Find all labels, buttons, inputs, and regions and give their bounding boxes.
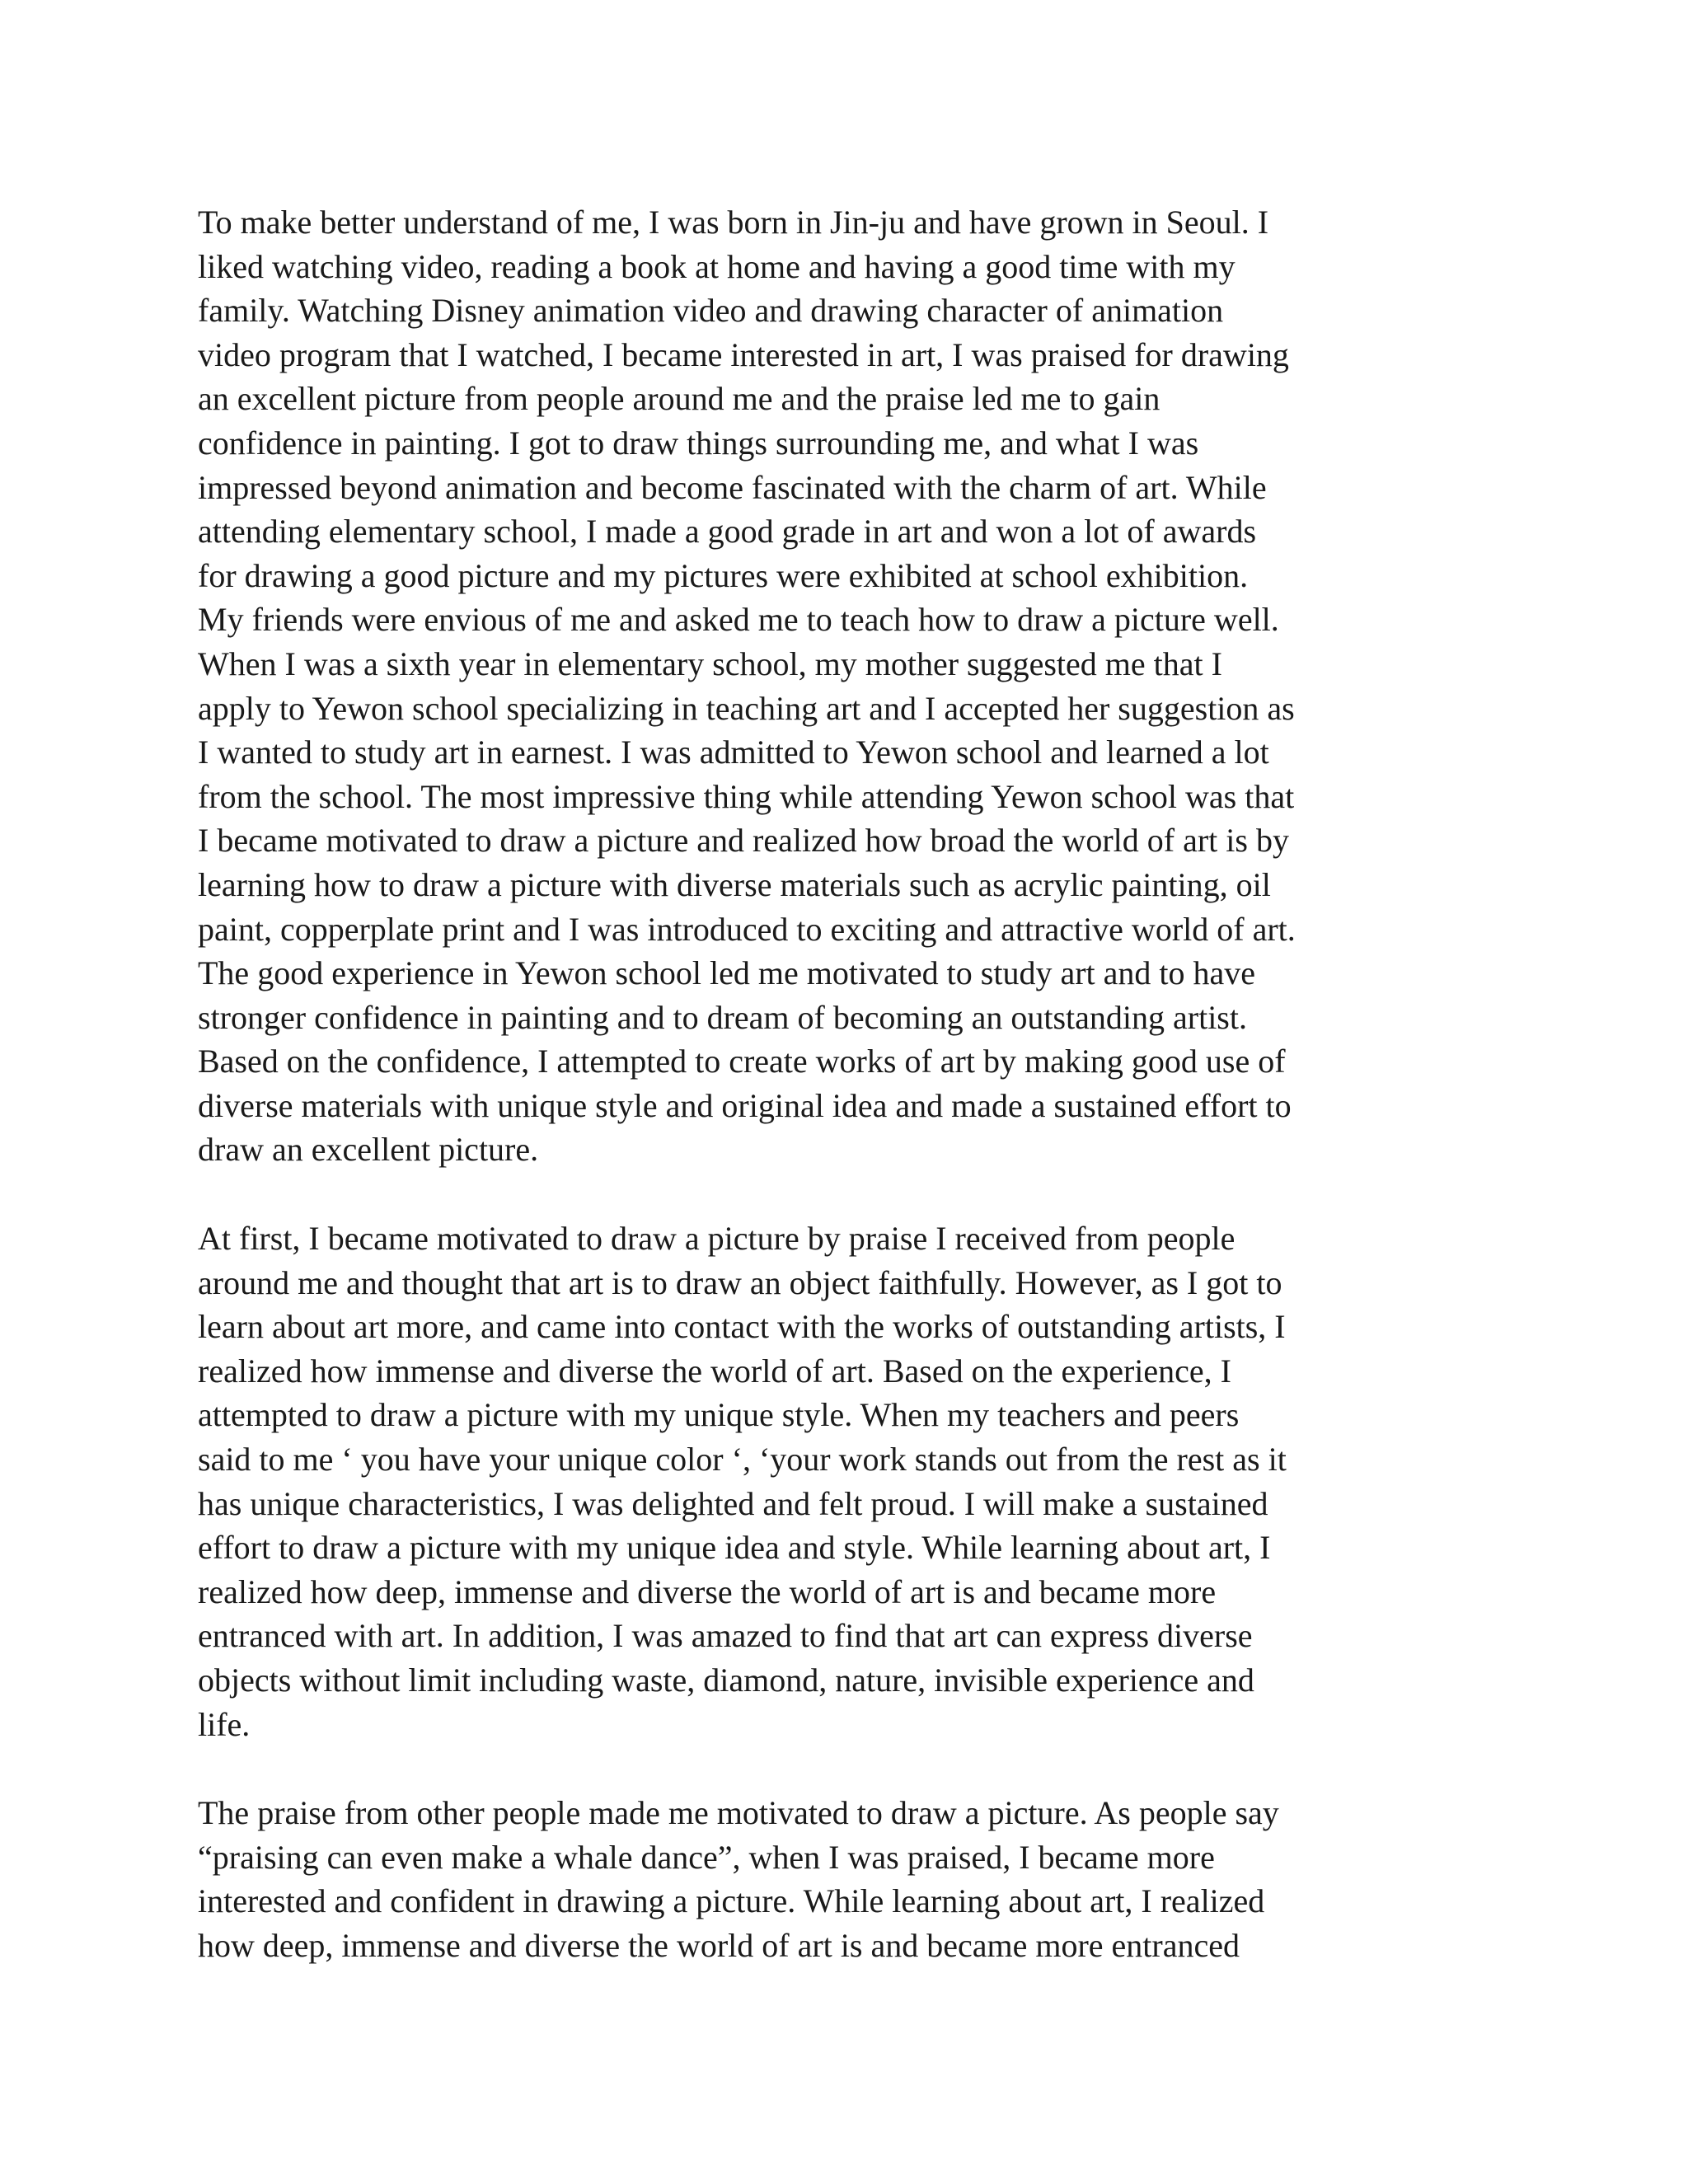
text-line: attempted to draw a picture with my unique style. When my teachers and peers — [198, 1396, 1240, 1434]
text-line: realized how deep, immense and diverse the world of art is and became more — [198, 1572, 1217, 1610]
text-line: objects without limit including waste, diamond, nature, invisible experience and — [198, 1661, 1254, 1699]
paragraph-3 — [198, 1791, 1525, 1967]
text-line: entranced with art. In addition, I was amazed to find that art can express diverse — [198, 1617, 1253, 1655]
text-line: learning how to draw a picture with diverse materials such as acrylic painting, oil — [198, 865, 1271, 903]
text-line: an excellent picture from people around me and the praise led me to gain — [198, 380, 1160, 418]
text-line: attending elementary school, I made a good grade in art and won a lot of awards — [198, 513, 1257, 551]
text-line: family. Watching Disney animation video and drawing character of animation — [198, 292, 1224, 330]
text-line: Based on the confidence, I attempted to create works of art by making good use of — [198, 1043, 1286, 1080]
text-line: To make better understand of me, I was born in Jin-ju and have grown in Seoul. I — [198, 204, 1269, 241]
text-line: said to me ‘ you have your unique color ‘, ‘your work stands out from the rest as it — [198, 1441, 1287, 1479]
text-line: apply to Yewon school specializing in teaching art and I accepted her suggestion as — [198, 689, 1295, 727]
text-line: effort to draw a picture with my unique idea and style. While learning about art, I — [198, 1529, 1271, 1567]
text-line: realized how immense and diverse the world of art. Based on the experience, I — [198, 1352, 1231, 1390]
text-line: When I was a sixth year in elementary school, my mother suggested me that I — [198, 644, 1222, 682]
text-line: from the school. The most impressive thing while attending Yewon school was that — [198, 777, 1295, 815]
text-line: My friends were envious of me and asked me to teach how to draw a picture well. — [198, 601, 1279, 639]
text-line: liked watching video, reading a book at home and having a good time with my — [198, 247, 1236, 285]
text-line: stronger confidence in painting and to dream of becoming an outstanding artist. — [198, 998, 1247, 1036]
paragraph-1 — [198, 200, 1525, 1172]
text-line: interested and confident in drawing a picture. While learning about art, I realized — [198, 1882, 1265, 1920]
text-line: life. — [198, 1705, 251, 1743]
text-line: The good experience in Yewon school led me motivated to study art and to have — [198, 954, 1256, 992]
paragraph-2 — [198, 1216, 1525, 1746]
text-line: how deep, immense and diverse the world of art is and became more entranced — [198, 1926, 1240, 1964]
text-line: impressed beyond animation and become fascinated with the charm of art. While — [198, 468, 1267, 506]
text-line: I became motivated to draw a picture and realized how broad the world of art is by — [198, 822, 1289, 860]
document-body — [198, 200, 1525, 2013]
text-line: “praising can even make a whale dance”, when I was praised, I became more — [198, 1838, 1215, 1876]
text-line: learn about art more, and came into contact with the works of outstanding artists, I — [198, 1308, 1286, 1346]
text-line: diverse materials with unique style and original idea and made a sustained effort to — [198, 1086, 1292, 1124]
text-line: confidence in painting. I got to draw things surrounding me, and what I was — [198, 424, 1199, 462]
text-line: draw an excellent picture. — [198, 1131, 539, 1169]
text-line: around me and thought that art is to draw an object faithfully. However, as I got to — [198, 1263, 1282, 1301]
text-line: video program that I watched, I became interested in art, I was praised for drawing — [198, 335, 1289, 373]
text-line: I wanted to study art in earnest. I was admitted to Yewon school and learned a lot — [198, 733, 1269, 771]
text-line: paint, copperplate print and I was introduced to exciting and attractive world of art. — [198, 910, 1296, 948]
text-line: The praise from other people made me motivated to draw a picture. As people say — [198, 1794, 1279, 1832]
text-line: has unique characteristics, I was delighted and felt proud. I will make a sustained — [198, 1484, 1268, 1522]
text-line: At first, I became motivated to draw a picture by praise I received from people — [198, 1220, 1236, 1258]
text-line: for drawing a good picture and my pictures were exhibited at school exhibition. — [198, 556, 1249, 594]
